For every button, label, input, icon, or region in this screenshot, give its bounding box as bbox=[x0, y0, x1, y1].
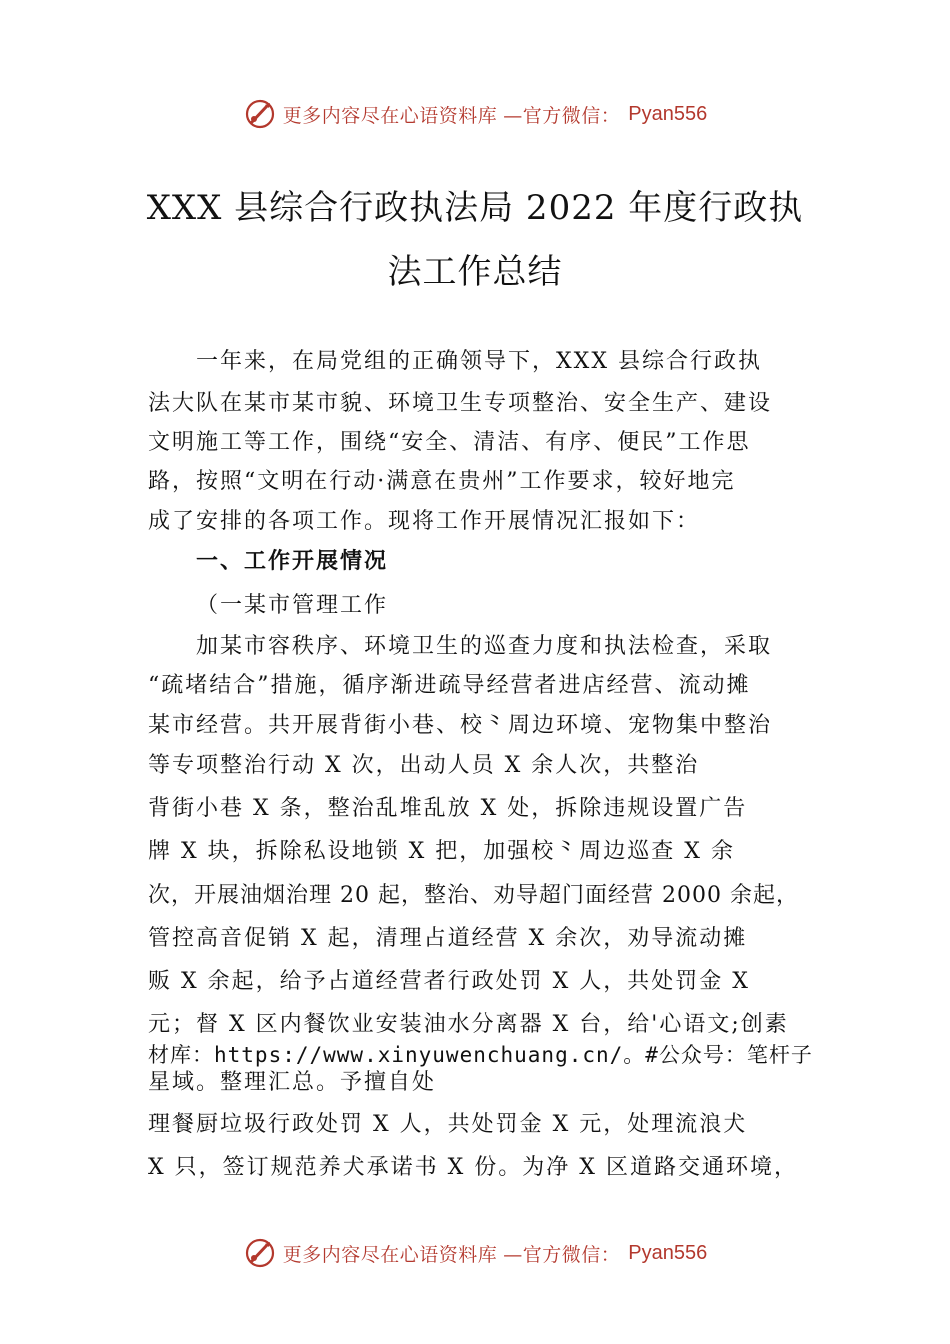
body-line: 管控高音促销 X 起，清理占道经营 X 余次，劝导流动摊 bbox=[148, 926, 748, 951]
footer-banner bbox=[0, 1233, 950, 1273]
banner-separator: —官方微信： bbox=[503, 1243, 621, 1266]
banner-wechat-id: Pyan556 bbox=[628, 1241, 708, 1264]
banner-slogan: 更多内容尽在心语资料库 bbox=[282, 1243, 498, 1266]
body-line: 次，开展油烟治理 20 起，整治、劝导超门面经营 2000 余起， bbox=[148, 883, 799, 908]
body-line: 元；督 X 区内餐饮业安装油水分离器 X 台，给'心语文;创素 bbox=[148, 1012, 789, 1037]
banner-slogan: 更多内容尽在心语资料库 bbox=[282, 104, 498, 127]
section-heading: 一、工作开展情况 bbox=[196, 549, 389, 574]
body-line: 文明施工等工作，围绕“安全、清洁、有序、便民”工作思 bbox=[148, 430, 751, 455]
body-line: 成了安排的各项工作。现将工作开展情况汇报如下： bbox=[148, 509, 701, 534]
body-line: 背街小巷 X 条，整治乱堆乱放 X 处，拆除违规设置广告 bbox=[148, 796, 748, 821]
banner-separator: —官方微信： bbox=[503, 104, 621, 127]
body-line: “疏堵结合”措施，循序渐进疏导经营者进店经营、流动摊 bbox=[148, 673, 751, 698]
body-line: 一年来，在局党组的正确领导下，XXX 县综合行政执 bbox=[196, 349, 762, 374]
banner-wechat-id: Pyan556 bbox=[628, 102, 708, 125]
body-line: 等专项整治行动 X 次，出动人员 X 余人次，共整治 bbox=[148, 753, 700, 778]
body-line: 加某市容秩序、环境卫生的巡查力度和执法检查，采取 bbox=[196, 634, 773, 659]
body-line: 牌 X 块，拆除私设地锁 X 把，加强校⺀周边巡查 X 余 bbox=[148, 839, 735, 864]
brush-logo-icon bbox=[243, 97, 277, 131]
watermark-url-line: 材库：https://www.xinyuwenchuang.cn/。#公众号：笔杆子 bbox=[148, 1043, 813, 1067]
header-banner bbox=[0, 94, 950, 134]
body-line: X 只，签订规范养犬承诺书 X 份。为净 X 区道路交通环境， bbox=[148, 1155, 798, 1180]
body-line: 法大队在某市某市貌、环境卫生专项整治、安全生产、建设 bbox=[148, 391, 773, 416]
body-line: 理餐厨垃圾行政处罚 X 人，共处罚金 X 元，处理流浪犬 bbox=[148, 1112, 748, 1137]
document-title-line-1: XXX 县综合行政执法局 2022 年度行政执 bbox=[146, 188, 804, 228]
document-title-line-2: 法工作总结 bbox=[387, 252, 563, 292]
body-line: 路，按照“文明在行动·满意在贵州”工作要求，较好地完 bbox=[148, 469, 736, 494]
brush-logo-icon bbox=[243, 1236, 277, 1270]
subsection-heading: （一某市管理工作 bbox=[196, 593, 389, 618]
body-line: 星域。整理汇总。予擅自处 bbox=[148, 1070, 437, 1095]
body-line: 某市经营。共开展背街小巷、校⺀周边环境、宠物集中整治 bbox=[148, 713, 773, 738]
body-line: 贩 X 余起，给予占道经营者行政处罚 X 人，共处罚金 X bbox=[148, 969, 750, 994]
